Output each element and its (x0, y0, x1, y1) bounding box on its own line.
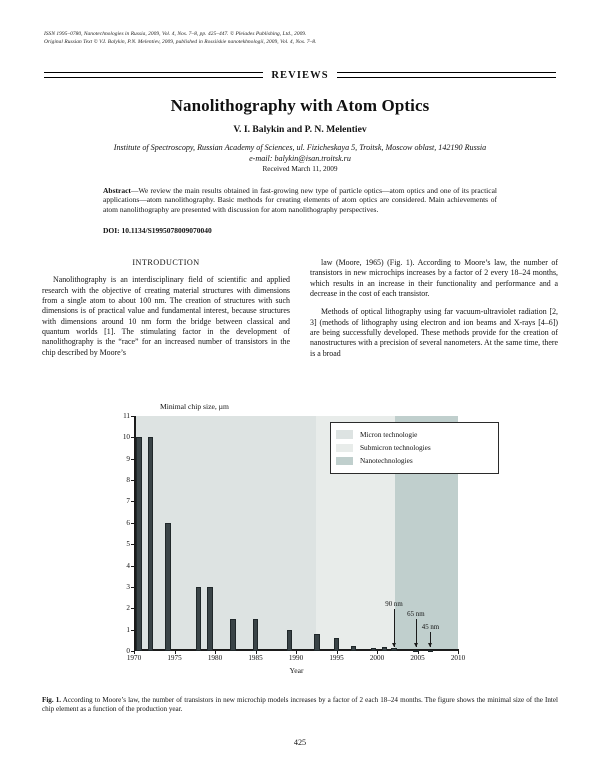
paragraph: law (Moore, 1965) (Fig. 1). According to Moore’s law, the number of transistors in new microchips increases by a factor of 2 every 18–24 months, which results in an increase in their functionality and performance and a decrease in the cost of each transistor. (310, 258, 558, 299)
chart-x-tick-label: 1980 (207, 654, 223, 662)
chart-x-tick-mark (296, 651, 297, 654)
chart-y-tick-mark (131, 566, 134, 567)
chart-x-tick-label: 1990 (288, 654, 304, 662)
chart-y-tick-mark (131, 608, 134, 609)
chart-bar (351, 646, 356, 651)
paragraph: Methods of optical lithography using far vacuum-ultraviolet radiation [2, 3] (methods of lithography using electron and ion beams and X-rays [4–6]) are being successfully developed. These methods provide for the creation of nanostructures with a precision of several nanometers. At the same time, there is a broad (310, 307, 558, 358)
chart-y-tick-mark (131, 416, 134, 417)
chart-legend-label: Submicron technologies (360, 443, 431, 453)
doi-label: DOI: (103, 226, 120, 235)
chart-bar (136, 437, 141, 651)
chart-x-tick-mark (337, 651, 338, 654)
chart-annotation-label: 90 nm (385, 601, 403, 609)
abstract-text: —We review the main results obtained in fast-growing new type of particle optics—atom optics and one of its practical applications—atom nanolithography. Basic methods for creating elements of atom optics are considered. Main achievements of atom nanolithography are presented with discussion for atom nanolithography perspectives. (103, 186, 497, 214)
chart-x-tick-label: 2005 (410, 654, 425, 662)
chart-x-tick-label: 1985 (248, 654, 263, 662)
journal-masthead (44, 31, 556, 46)
figure-caption-label: Fig. 1. (42, 696, 62, 704)
chart-bar (196, 587, 201, 651)
chart-y-tick-label: 5 (126, 540, 130, 549)
chart-legend-swatch (336, 430, 353, 439)
chart-bar (334, 638, 339, 651)
chart-x-tick-mark (377, 651, 378, 654)
chart-annotation-label: 45 nm (421, 623, 440, 631)
chart-y-tick-mark (131, 437, 134, 438)
banner-rule-left (44, 72, 263, 78)
chart-legend-swatch (336, 457, 353, 466)
chart-y-tick-label: 8 (126, 476, 130, 485)
chart-annotation-arrow (394, 609, 395, 647)
chart-bar (314, 634, 319, 651)
chart-x-axis-label: Year (289, 666, 304, 675)
chart-y-tick-label: 7 (126, 497, 130, 506)
author-list: V. I. Balykin and P. N. Melentiev (233, 124, 367, 135)
received-date: Received March 11, 2009 (262, 164, 338, 173)
chart-y-tick-label: 3 (126, 582, 130, 591)
chart-x-tick-label: 1995 (329, 654, 344, 662)
chart-y-tick-mark (131, 544, 134, 545)
section-heading-introduction: INTRODUCTION (132, 258, 200, 267)
column-left (42, 258, 290, 358)
page-title: Nanolithography with Atom Optics (170, 96, 430, 115)
banner-rule-right (337, 72, 556, 78)
chart-bar (230, 619, 235, 651)
chart-legend-label: Nanotechnologies (360, 456, 413, 466)
chart-annotation-arrow (416, 619, 417, 647)
chart-y-tick-label: 10 (122, 433, 130, 442)
abstract-label: Abstract (103, 186, 131, 195)
chart-x-tick-mark (458, 651, 459, 654)
page-number: 425 (293, 738, 307, 747)
chart-bar (391, 648, 396, 651)
email-line: e-mail: balykin@isan.troitsk.ru (249, 154, 351, 163)
chart-y-tick-mark (131, 501, 134, 502)
chart-bar (428, 650, 433, 652)
chart-bar (371, 648, 376, 651)
chart-background-band (134, 416, 316, 651)
chart-x-tick-mark (215, 651, 216, 654)
chart-legend-item (336, 441, 492, 454)
chart-y-tick-label: 6 (126, 518, 130, 527)
chart-annotation-label: 65 nm (407, 610, 425, 618)
chart-bar (253, 619, 258, 651)
affiliation-line: Institute of Spectroscopy, Russian Academy of Sciences, ul. Fizicheskaya 5, Troitsk, Moscow oblast, 142190 Russia (113, 143, 487, 152)
chart-x-tick-label: 1975 (167, 654, 182, 662)
chart-y-tick-label: 11 (123, 412, 130, 420)
masthead-line-1: ISSN 1995–0780, Nanotechnologies in Russia, 2009, Vol. 4, Nos. 7–8, pp. 425–447. © Pleiades Publishing, Ltd., 2009. (44, 31, 307, 37)
chart-legend-label: Micron technologie (360, 430, 418, 439)
chart-bar (207, 587, 212, 651)
figure-caption-text: According to Moore’s law, the number of transistors in new microchip models increases by a factor of 2 each 18–24 months. The figure shows the minimal size of the Intel chip element as a function of the production year. (42, 696, 558, 714)
chart-y-tick-label: 0 (126, 647, 130, 655)
chart-x-tick-mark (175, 651, 176, 654)
chart-y-tick-mark (131, 523, 134, 524)
chart-bar (413, 650, 418, 652)
chart-legend (330, 422, 499, 474)
chart-axis-title: Minimal chip size, µm (160, 402, 229, 411)
chart-bar (287, 630, 292, 651)
chart-y-tick-label: 2 (126, 604, 130, 613)
column-right (310, 258, 558, 359)
figure-1 (42, 402, 558, 690)
chart-legend-swatch (336, 444, 353, 453)
chart-y-tick-label: 9 (126, 454, 130, 463)
chart-annotation-arrow (430, 632, 431, 647)
chart-y-tick-mark (131, 480, 134, 481)
paragraph: Nanolithography is an interdisciplinary field of scientific and applied research with the objective of creating material structures with dimensions from a single atom to about 100 nm. The creation of structures with such dimensions is of practical value and fundamental interest, because structures with dimensions around 10 nm form the bridge between classical and quantum worlds [1]. The stimulating factor in the development of nanolithography is the “race” for an increased number of transistors in the chip described by Moore’s (42, 275, 290, 357)
chart-x-tick-label: 2010 (450, 654, 466, 662)
affiliation-block (0, 142, 600, 164)
chart-bar (148, 437, 153, 651)
chart-legend-item (336, 428, 492, 441)
figure-caption (42, 696, 558, 714)
chart-x-tick-mark (256, 651, 257, 654)
chart-bar (165, 523, 170, 651)
doi-value: 10.1134/S1995078009070040 (121, 226, 212, 235)
chart-x-tick-mark (134, 651, 135, 654)
masthead-line-2: Original Russian Text © V.I. Balykin, P.N. Melentiev, 2009, published in Rossiiskie nanotekhnologii, 2009, Vol. 4, Nos. 7–8. (44, 38, 317, 45)
chart-x-tick-label: 2000 (369, 654, 385, 662)
doi-block (103, 226, 497, 235)
chart-y-tick-mark (131, 630, 134, 631)
chart-y-tick-mark (131, 459, 134, 460)
chart-y-tick-mark (131, 587, 134, 588)
chart-legend-item (336, 454, 492, 467)
chart-bar (382, 647, 387, 651)
abstract-block (103, 186, 497, 214)
chart-y-tick-label: 4 (126, 561, 130, 570)
chart-y-tick-label: 1 (126, 625, 130, 634)
section-banner (44, 68, 556, 82)
chart-x-tick-label: 1970 (126, 654, 142, 662)
section-banner-label: REVIEWS (271, 69, 329, 81)
